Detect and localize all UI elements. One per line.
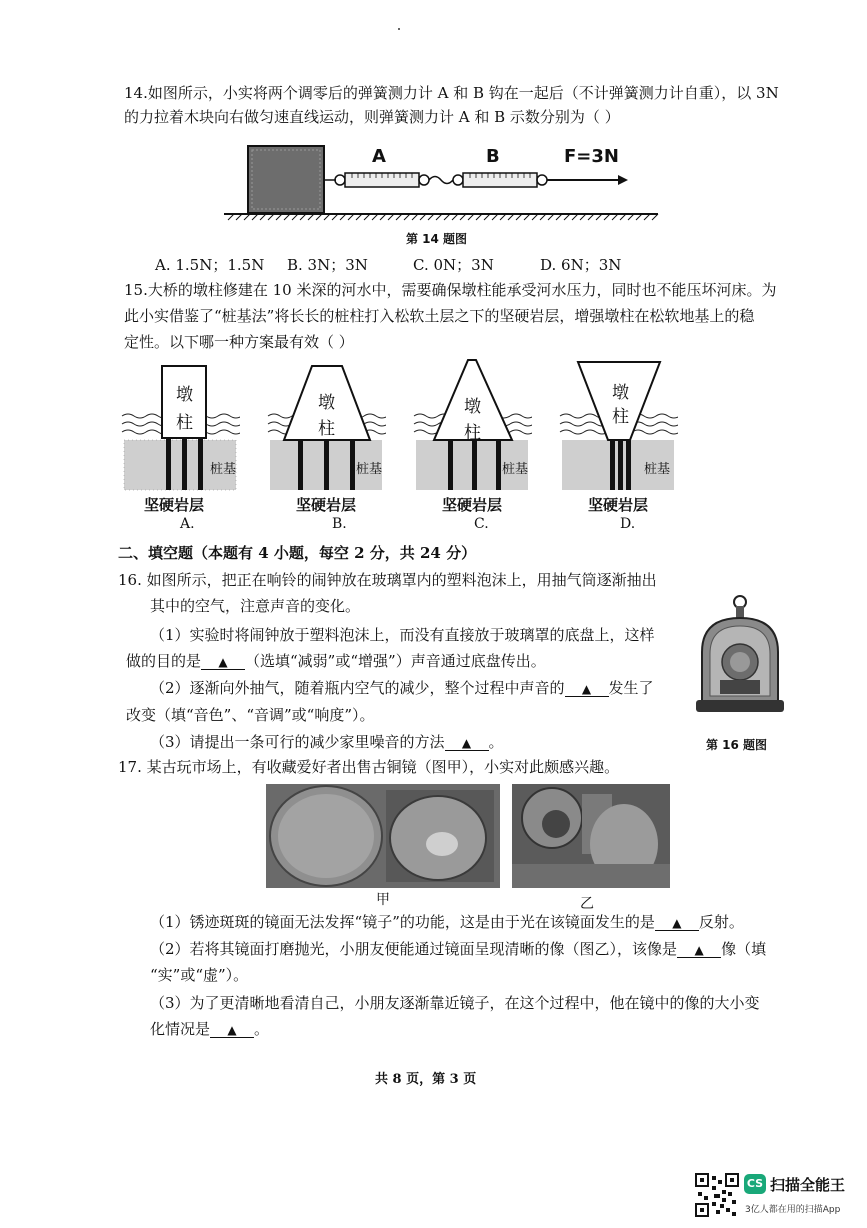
mirror-photo-jia xyxy=(266,784,500,888)
q14-option-a: A. 1.5N；1.5N xyxy=(155,256,265,274)
q15-panel-c xyxy=(412,358,532,534)
rock-label: 坚硬岩层 xyxy=(296,496,357,514)
rock-label: 坚硬岩层 xyxy=(588,496,649,514)
option-label-a: A. xyxy=(180,516,195,532)
q16-p2a-pre: （2）逐渐向外抽气，随着瓶内空气的减少，整个过程中声音的 xyxy=(150,679,565,697)
pier-label-bottom: 柱 xyxy=(318,419,335,439)
photo-label-jia: 甲 xyxy=(376,892,390,908)
q14-figure xyxy=(222,140,662,230)
q17-p3b xyxy=(150,1020,269,1038)
q15-line3: 定性。以下哪一种方案最有效（ ） xyxy=(124,333,354,351)
pile-label: 桩基 xyxy=(644,462,671,477)
q15-panel-d xyxy=(558,358,678,534)
scan-dot xyxy=(398,28,400,30)
qr-code-icon[interactable] xyxy=(694,1172,740,1218)
q16-caption: 第 16 题图 xyxy=(706,738,768,752)
q15-line2: 此小实借鉴了“桩基法”将长长的桩柱打入松软土层之下的坚硬岩层，增强墩柱在松软地基上的稳 xyxy=(124,307,755,325)
q15-panel-b xyxy=(266,358,386,534)
q16-p3-post: 。 xyxy=(488,733,504,751)
answer-blank[interactable]: ▲ xyxy=(677,943,721,958)
section-2-title: 二、填空题（本题有 4 小题，每空 2 分，共 24 分） xyxy=(118,544,477,562)
q17-p3a: （3）为了更清晰地看清自己，小朋友逐渐靠近镜子，在这个过程中，他在镜中的像的大小变 xyxy=(150,994,760,1012)
q14-caption: 第 14 题图 xyxy=(406,232,468,246)
q17-p2 xyxy=(150,940,766,958)
pile-label: 桩基 xyxy=(210,462,237,477)
answer-blank[interactable]: ▲ xyxy=(565,682,609,697)
brand-subtitle: 3亿人都在用的扫描App xyxy=(745,1205,841,1215)
q14-option-b: B. 3N；3N xyxy=(287,256,368,274)
answer-blank[interactable]: ▲ xyxy=(210,1023,254,1038)
bell-jar-figure xyxy=(692,592,788,720)
q17-p3b-pre: 化情况是 xyxy=(150,1020,211,1038)
pier-label-top: 墩 xyxy=(176,385,193,405)
force-label: F=3N xyxy=(564,146,619,167)
q16-line1: 16. 如图所示，把正在响铃的闹钟放在玻璃罩内的塑料泡沫上，用抽气筒逐渐抽出 xyxy=(118,571,657,589)
q16-p2a xyxy=(150,679,654,697)
q14-option-d: D. 6N；3N xyxy=(540,256,622,274)
option-label-d: D. xyxy=(620,516,636,532)
q15-figures xyxy=(120,358,680,534)
pier-label-top: 墩 xyxy=(612,383,629,403)
pile-label: 桩基 xyxy=(356,462,383,477)
answer-blank[interactable]: ▲ xyxy=(445,736,489,751)
pier-label-bottom: 柱 xyxy=(464,423,481,443)
q16-line2: 其中的空气，注意声音的变化。 xyxy=(150,597,361,615)
pier-label-bottom: 柱 xyxy=(176,413,193,433)
q17-p2-pre: （2）若将其镜面打磨抛光，小朋友便能通过镜面呈现清晰的像（图乙），该像是 xyxy=(150,940,678,958)
q17-p1-pre: （1）锈迹斑斑的镜面无法发挥“镜子”的功能，这是由于光在该镜面发生的是 xyxy=(150,913,655,931)
pile-label: 桩基 xyxy=(502,462,529,477)
q16-p1b-pre: 做的目的是 xyxy=(126,652,202,670)
q15-line1: 15.大桥的墩柱修建在 10 米深的河水中，需要确保墩柱能承受河水压力，同时也不能压坏河床。为 xyxy=(124,281,777,299)
q16-p2a-post: 发生了 xyxy=(608,679,654,697)
page-number: 共 8 页，第 3 页 xyxy=(375,1072,477,1087)
q14-option-c: C. 0N；3N xyxy=(413,256,494,274)
answer-blank[interactable]: ▲ xyxy=(655,916,699,931)
q17-p1 xyxy=(150,913,744,931)
mirror-photo-yi xyxy=(512,784,670,888)
q14-line2: 的力拉着木块向右做匀速直线运动，则弹簧测力计 A 和 B 示数分别为（ ） xyxy=(124,108,620,126)
q16-p3-pre: （3）请提出一条可行的减少家里噪音的方法 xyxy=(150,733,445,751)
photo-label-yi: 乙 xyxy=(580,896,594,912)
q17-p1-post: 反射。 xyxy=(698,913,744,931)
q15-panel-a xyxy=(120,358,240,534)
q17-p2b: “实”或“虚”）。 xyxy=(150,966,249,984)
q16-p3 xyxy=(150,733,504,751)
answer-blank[interactable]: ▲ xyxy=(201,655,245,670)
pier-label-bottom: 柱 xyxy=(612,407,629,427)
scale-b-label: B xyxy=(486,146,500,167)
q17-line1: 17. 某古玩市场上，有收藏爱好者出售古铜镜（图甲），小实对此颇感兴趣。 xyxy=(118,758,620,776)
scale-a-label: A xyxy=(372,146,386,167)
q17-p2-post: 像（填 xyxy=(721,940,767,958)
q16-p2b: 改变（填“音色”、“音调”或“响度”）。 xyxy=(126,706,375,724)
rock-label: 坚硬岩层 xyxy=(442,496,503,514)
q14-line1: 14.如图所示，小实将两个调零后的弹簧测力计 A 和 B 钩在一起后（不计弹簧测力计自重），以 3N xyxy=(124,84,779,102)
brand-name: 扫描全能王 xyxy=(770,1176,846,1194)
q16-p1a: （1）实验时将闹钟放于塑料泡沫上，而没有直接放于玻璃罩的底盘上，这样 xyxy=(150,626,655,644)
q17-p3b-post: 。 xyxy=(254,1020,270,1038)
pier-label-top: 墩 xyxy=(318,393,335,413)
q16-p1b-post: （选填“减弱”或“增强”）声音通过底盘传出。 xyxy=(245,652,546,670)
pier-label-top: 墩 xyxy=(464,397,481,417)
option-label-c: C. xyxy=(474,516,489,532)
camscanner-logo-icon: CS xyxy=(744,1174,766,1194)
q16-p1b xyxy=(126,652,546,670)
option-label-b: B. xyxy=(332,516,347,532)
rock-label: 坚硬岩层 xyxy=(144,496,205,514)
